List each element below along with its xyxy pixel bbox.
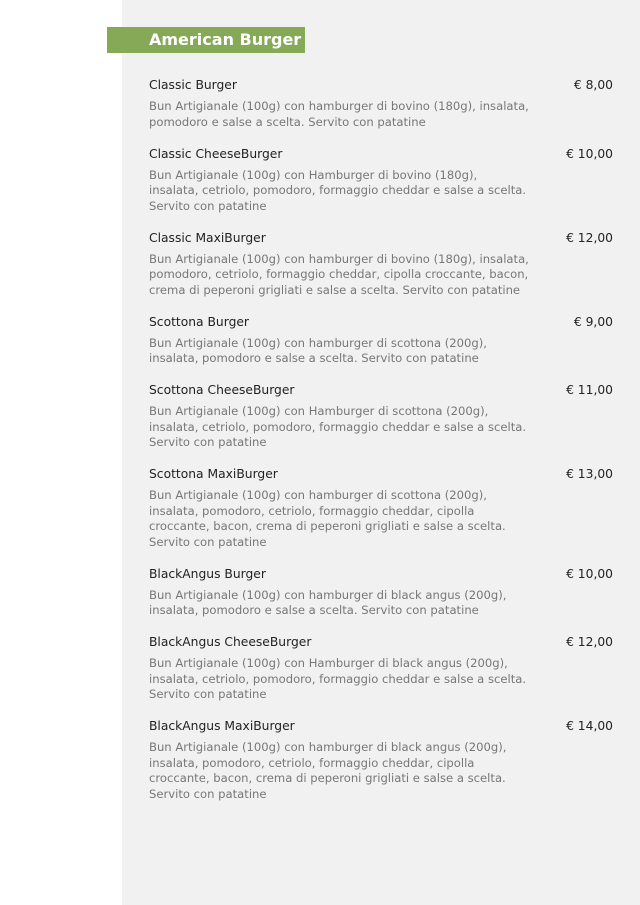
menu-item bbox=[149, 632, 613, 703]
item-name: BlackAngus Burger bbox=[149, 566, 266, 581]
item-price: € 8,00 bbox=[573, 78, 613, 92]
item-description: Bun Artigianale (100g) con hamburger di black angus (200g), insalata, pomodoro, cetriolo, formaggio cheddar, cipolla croccante, bacon, crema di peperoni grigliati e salse a scelta. Servito con patatine bbox=[149, 740, 507, 801]
item-description: Bun Artigianale (100g) con hamburger di bovino (180g), insalata, pomodoro, cetriolo, formaggio cheddar, cipolla croccante, bacon, crema di peperoni grigliati e salse a scelta. Servito con patatine bbox=[149, 251, 529, 297]
menu-item-header bbox=[149, 464, 613, 484]
menu-item-header bbox=[149, 228, 613, 248]
item-description: Bun Artigianale (100g) con Hamburger di scottona (200g), insalata, cetriolo, pomodoro, formaggio cheddar e salse a scelta. Servito con patatine bbox=[149, 404, 527, 450]
menu-item bbox=[149, 228, 613, 299]
menu-item-header bbox=[149, 380, 613, 400]
item-description: Bun Artigianale (100g) con hamburger di scottona (200g), insalata, pomodoro e salse a scelta. Servito con patatine bbox=[149, 335, 487, 366]
menu-item bbox=[149, 380, 613, 451]
menu-item-header bbox=[149, 564, 613, 584]
item-description: Bun Artigianale (100g) con hamburger di scottona (200g), insalata, pomodoro, cetriolo, formaggio cheddar, cipolla croccante, bacon, crema di peperoni grigliati e salse a scelta. Servito con patatine bbox=[149, 488, 506, 549]
menu-item-header bbox=[149, 312, 613, 332]
item-price: € 13,00 bbox=[566, 467, 613, 481]
item-name: BlackAngus MaxiBurger bbox=[149, 719, 295, 733]
menu-item bbox=[149, 144, 613, 215]
menu-item bbox=[149, 75, 613, 130]
menu-item bbox=[149, 564, 613, 619]
item-price: € 9,00 bbox=[573, 314, 613, 329]
item-price: € 12,00 bbox=[566, 635, 613, 649]
item-name: Scottona MaxiBurger bbox=[149, 467, 278, 481]
item-name: Classic CheeseBurger bbox=[149, 146, 283, 161]
menu-item-header bbox=[149, 144, 613, 164]
item-price: € 10,00 bbox=[566, 566, 613, 581]
menu-item bbox=[149, 464, 613, 550]
item-name: BlackAngus CheeseBurger bbox=[149, 635, 312, 649]
item-name: Scottona CheeseBurger bbox=[149, 383, 295, 397]
item-name: Classic Burger bbox=[149, 78, 237, 92]
item-price: € 14,00 bbox=[566, 719, 613, 733]
section-title: American Burger bbox=[149, 30, 302, 49]
menu-list bbox=[149, 75, 613, 816]
menu-item-header bbox=[149, 632, 613, 652]
item-price: € 10,00 bbox=[566, 146, 613, 161]
menu-item bbox=[149, 312, 613, 367]
item-description: Bun Artigianale (100g) con hamburger di black angus (200g), insalata, pomodoro e salse a scelta. Servito con patatine bbox=[149, 587, 507, 618]
item-price: € 12,00 bbox=[566, 230, 613, 245]
section-banner bbox=[107, 27, 305, 53]
menu-item bbox=[149, 716, 613, 802]
menu-item-header bbox=[149, 75, 613, 95]
item-description: Bun Artigianale (100g) con Hamburger di bovino (180g), insalata, cetriolo, pomodoro, formaggio cheddar e salse a scelta. Servito con patatine bbox=[149, 167, 527, 213]
item-name: Scottona Burger bbox=[149, 314, 249, 329]
item-description: Bun Artigianale (100g) con Hamburger di black angus (200g), insalata, cetriolo, pomodoro, formaggio cheddar e salse a scelta. Servito con patatine bbox=[149, 656, 527, 702]
menu-item-header bbox=[149, 716, 613, 736]
item-price: € 11,00 bbox=[566, 383, 613, 397]
item-name: Classic MaxiBurger bbox=[149, 230, 266, 245]
item-description: Bun Artigianale (100g) con hamburger di bovino (180g), insalata, pomodoro e salse a scelta. Servito con patatine bbox=[149, 99, 529, 129]
